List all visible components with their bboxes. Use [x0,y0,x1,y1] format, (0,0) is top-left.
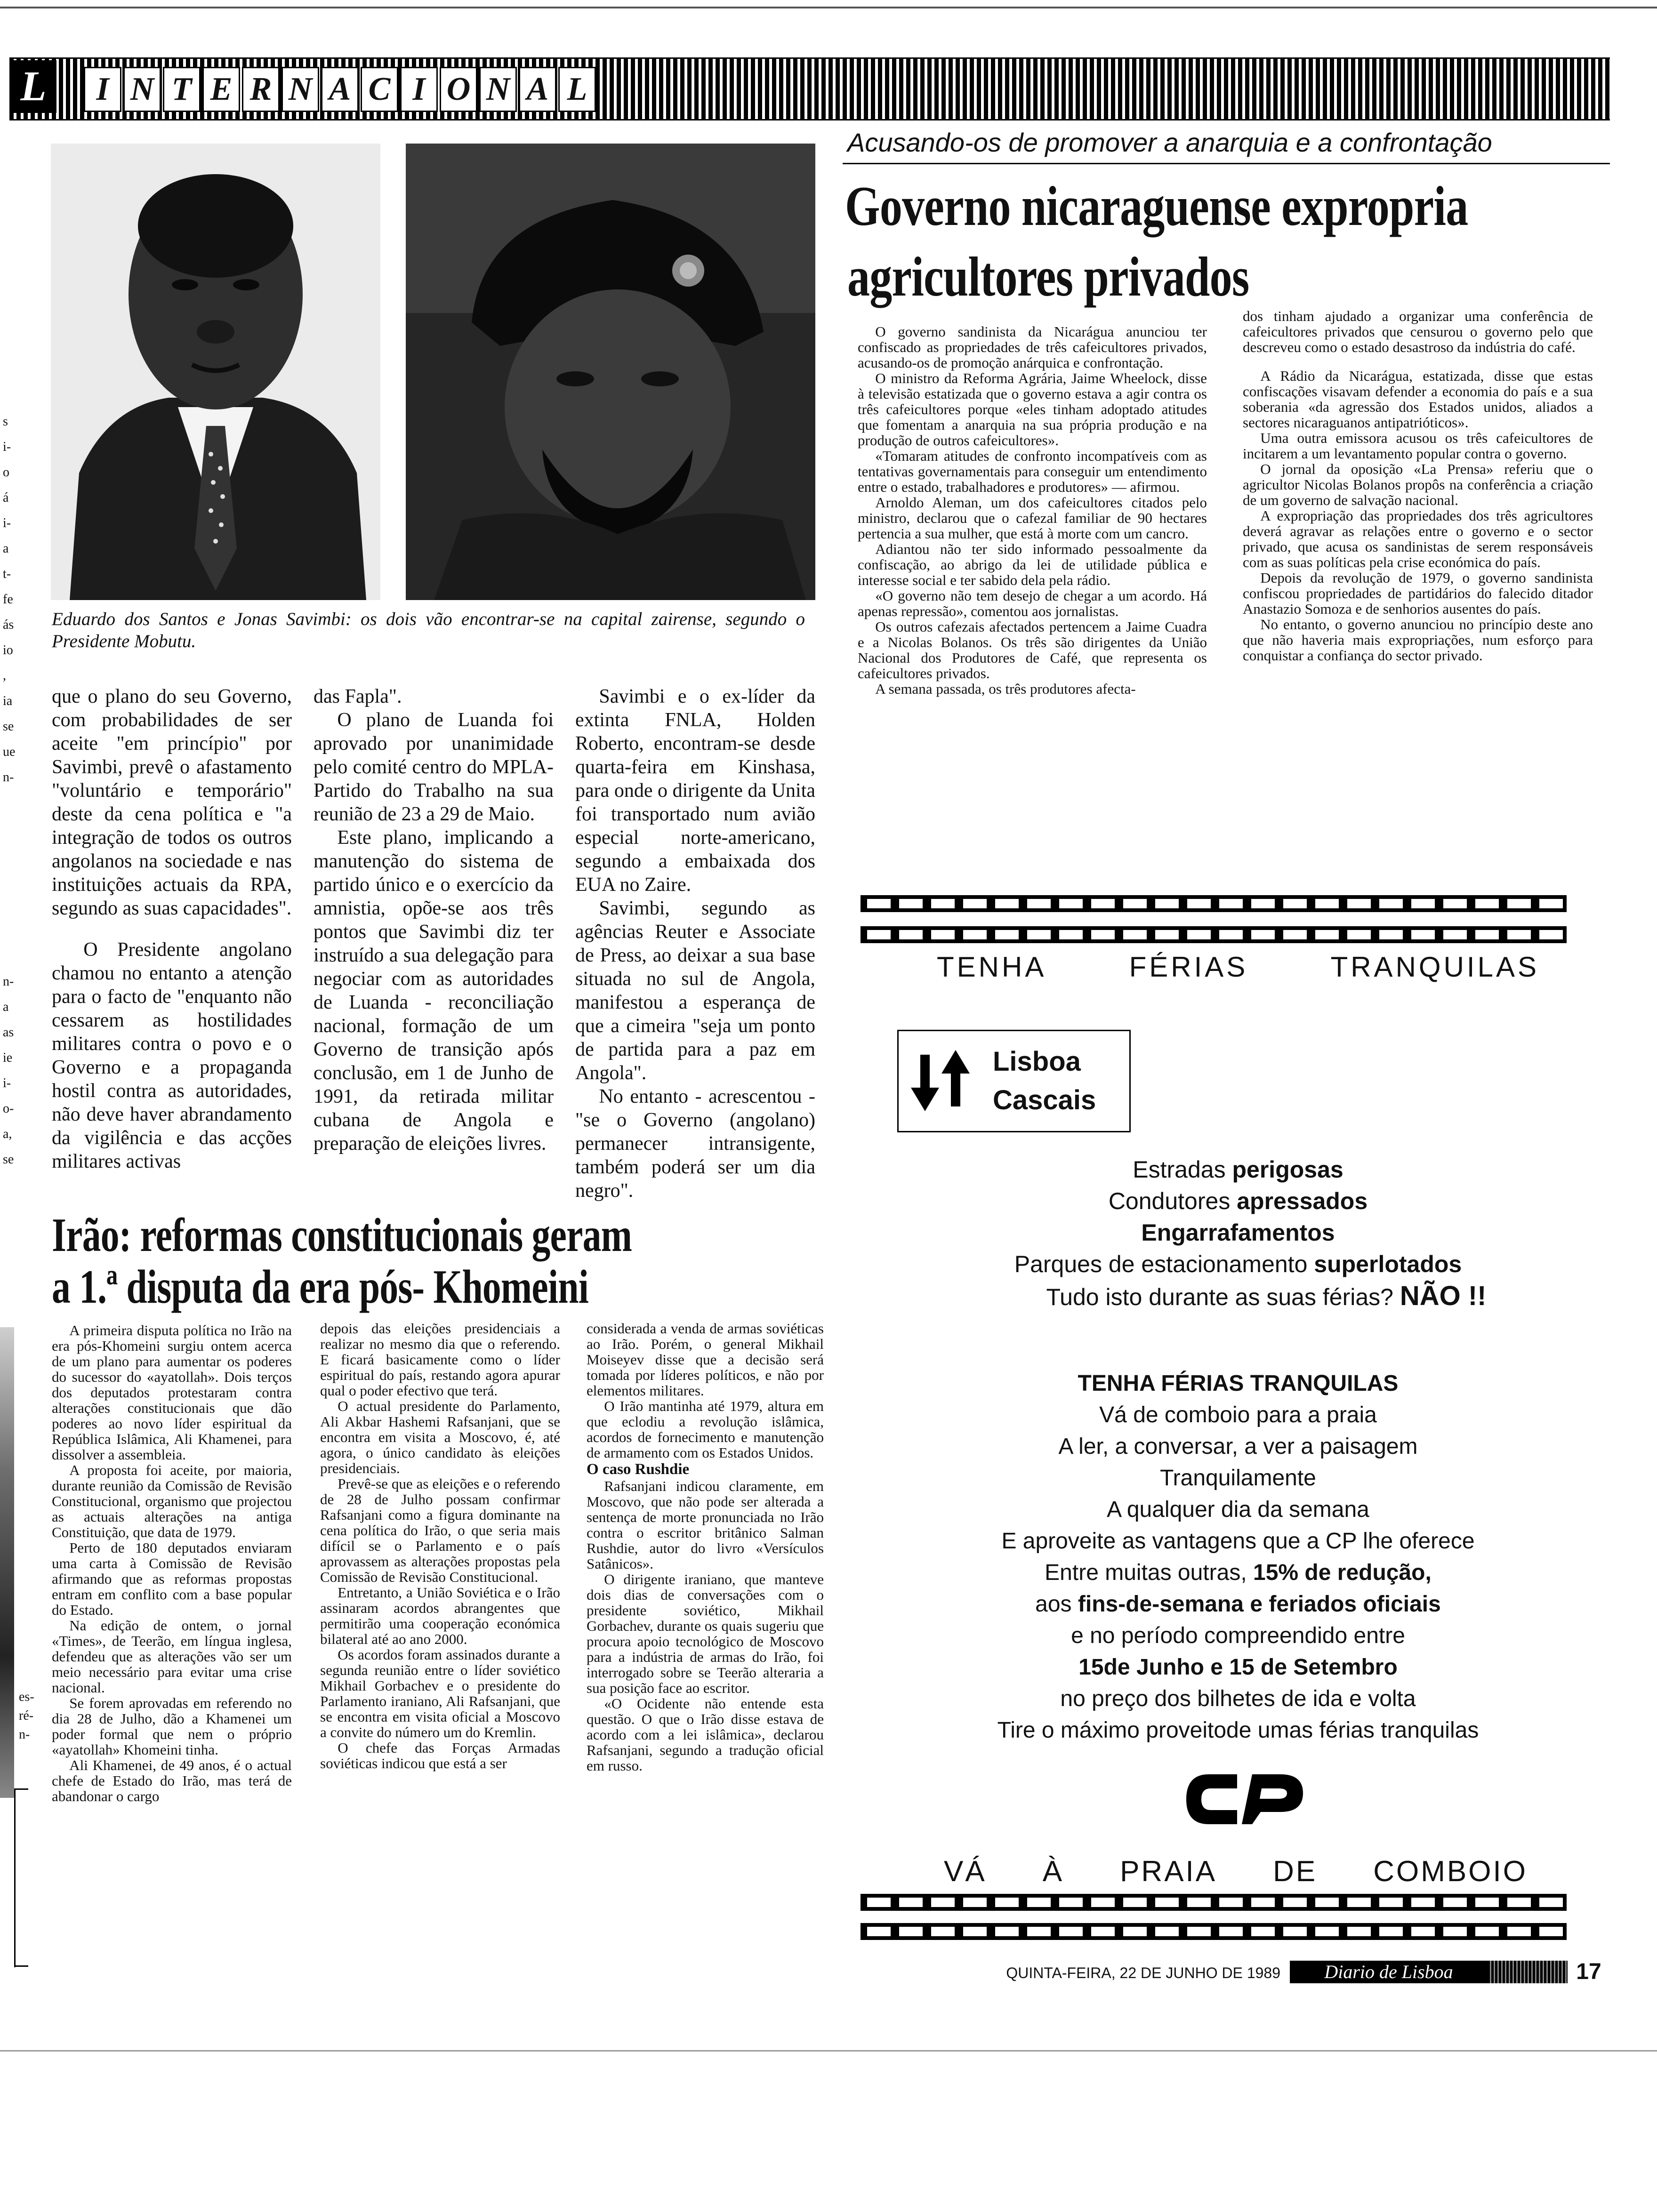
ad-line [894,1494,1582,1525]
footer-masthead-text: Diario de Lisboa [1324,1961,1453,1982]
ticker-square [1539,930,1563,939]
section-title-letter: C [361,67,398,112]
irao-paragraph: A proposta foi aceite, por maioria, durante reunião da Comissão de Revisão Constitucional, organismo que projectou as actuais alterações na antiga Constituição, que data de 1979. [52,1462,292,1540]
ticker-square [899,899,923,908]
ticker-square [1059,899,1083,908]
ticker-square [1059,1898,1083,1907]
ticker-square [867,1898,891,1907]
ad-route-box [897,1030,1131,1132]
irao-paragraph: «O Ocidente não entende esta questão. O que o Irão disse estava de acordo com a lei islâmica», declarou Rafsanjani, segundo a tradução oficial em russo. [587,1695,824,1774]
ticker-square [1091,930,1115,939]
ticker-square [1187,1927,1211,1936]
ad-text-bold: perigosas [1232,1156,1343,1183]
angola-column-3 [575,685,815,1202]
ad-route-to: Cascais [993,1085,1096,1115]
ticker-square [1091,899,1115,908]
ad-line [894,1249,1582,1280]
irao-column-2 [320,1321,560,1771]
irao-paragraph: A primeira disputa política no Irão na era pós-Khomeini surgiu ontem acerca de um plano para aumentar os poderes do sucessor do «ayatollah». Dois terços dos deputados protestaram contra alterações constitucionais que dão poderes ao novo líder espiritual da República Islâmica, Ali Khamenei, para dissolver a assembleia. [52,1322,292,1463]
ad-text: A qualquer dia da semana [1107,1497,1369,1522]
ticker-square [1027,1927,1051,1936]
ad-line [894,1715,1582,1746]
ticker-square [1443,1927,1467,1936]
ad-line [894,1154,1582,1186]
edge-box-line [14,1788,28,1790]
ad-top-slogan-word: TENHA [937,951,1047,983]
section-title-letter: T [163,67,201,112]
ticker-square [1411,1927,1435,1936]
ticker-square [1251,1927,1275,1936]
ticker-square [1155,1927,1179,1936]
angola-paragraph: O plano de Luanda foi aprovado por unanimidade pelo comité centro do MPLA-Partido do Trabalho na sua reunião de 23 a 29 de Maio. [314,709,554,825]
section-title-letter: N [123,67,161,112]
nicaragua-paragraph: Uma outra emissora acusou os três cafeicultores de incitarem a um levantamento popular contra o governo. [1243,429,1593,462]
irao-subhead: O caso Rushdie [587,1461,690,1478]
edge-fragment: i- [3,440,11,454]
edge-fragment: , [3,668,6,683]
ticker-square [963,899,987,908]
edge-fragment: ás [3,617,14,632]
nicaragua-headline-line-2 [847,244,1249,310]
ticker-square [1315,899,1339,908]
ticker-square [1091,1898,1115,1907]
edge-fragment: s [3,414,8,429]
nicaragua-paragraph: Arnoldo Aleman, um dos cafeicultores citados pelo ministro, declarou que o cafezal familiar de 90 hectares pertencia a sua mulher, que está à morte com um cancro. [858,494,1207,542]
ad-text-bold: 15de Junho e 15 de Setembro [1078,1655,1398,1680]
ticker-square [1507,899,1531,908]
section-title-letter: O [440,67,477,112]
ticker-square [1475,930,1499,939]
ticker-square [1379,899,1403,908]
top-rule [0,7,1657,8]
ad-text: Condutores [1108,1188,1237,1214]
ad-line [894,1683,1582,1715]
edge-fragment: a [3,541,9,556]
edge-fragment: n- [19,1727,30,1742]
ticker-square [1443,1898,1467,1907]
ad-route-from: Lisboa [993,1046,1081,1077]
irao-paragraph: Os acordos foram assinados durante a segunda reunião entre o líder soviético Mikhail Gorbachev e o presidente do Parlamento iraniano, Ali Rafsanjani, que se encontra em visita oficial a Moscovo a convite do número um do Kremlin. [320,1646,560,1740]
ad-line [894,1399,1582,1431]
irao-paragraph: O chefe das Forças Armadas soviéticas indicou que está a ser [320,1739,560,1771]
ad-text-bold: apressados [1237,1188,1368,1214]
nicaragua-paragraph: O ministro da Reforma Agrária, Jaime Wheelock, disse à televisão estatizada que o governo estava a agir contra os três cafeicultores porque «eles tinham adoptado atitudes que fomentam a anarquia na sua própria produção e na produção de outros cafeicultores». [858,370,1207,449]
irao-paragraph: Ali Khamenei, de 49 anos, é o actual chefe de Estado do Irão, mas terá de abandonar o cargo [52,1757,292,1804]
angola-paragraph: Savimbi, segundo as agências Reuter e Associate de Press, ao deixar a sua base situada no sul de Angola, manifestou a esperança de que a cimeira "seja um ponto de partida para a paz em Angola". [575,898,815,1084]
ticker-square [1443,899,1467,908]
nicaragua-paragraph: O governo sandinista da Nicarágua anunciou ter confiscado as propriedades de três cafeicultores privados, acusando-os de promoção anárquica e confrontação. [858,323,1207,371]
ticker-square [963,1927,987,1936]
ad-ticker-top-2 [861,926,1567,943]
nicaragua-paragraph: Adiantou não ter sido informado pessoalmente da confiscação, ao abrigo da lei de utilidade pública e interesse social e ter sabido dela pela rádio. [858,541,1207,588]
ticker-square [1155,899,1179,908]
nicaragua-paragraph: Depois da revolução de 1979, o governo sandinista confiscou propriedades de partidários do falecido ditador Anastazio Somoza e de senhorios ausentes do país. [1243,569,1593,617]
edge-fragment: o- [3,1101,14,1116]
ticker-square [1219,930,1243,939]
ticker-square [1283,899,1307,908]
irao-paragraph: Prevê-se que as eleições e o referendo de 28 de Julho possam confirmar Rafsanjani como a figura dominante na cena política do Irão, o que seria mais difícil se o Parlamento e o país aprovassem as alterações propostas pela Comissão de Revisão Constitucional. [320,1475,560,1585]
ad-text: Parques de estacionamento [1014,1251,1314,1277]
irao-paragraph: O actual presidente do Parlamento, Ali Akbar Hashemi Rafsanjani, que se encontra em visita a Moscovo, é, até agora, o único candidato às eleições presidenciais. [320,1398,560,1476]
section-title-letter: I [400,67,438,112]
nicaragua-paragraph: A expropriação das propriedades dos três agricultores deverá agravar as relações entre o governo e o sector privado, que acusa os sandinistas de serem responsáveis com as suas políticas pela crise económica do país. [1243,507,1593,570]
ad-bottom-slogan-word: PRAIA [1120,1855,1217,1888]
ad-bottom-slogan [944,1855,1528,1888]
irao-headline-1-text: Irão: reformas constitucionais geram [52,1209,632,1262]
ticker-square [1475,899,1499,908]
ad-text: aos [1035,1592,1078,1617]
irao-paragraph: Perto de 180 deputados enviaram uma carta à Comissão de Revisão afirmando que as reformas propostas entram em conflito com a base popular do Estado. [52,1539,292,1618]
two-way-arrows-icon [911,1050,972,1111]
ad-text: E aproveite as vantagens que a CP lhe oferece [1001,1529,1475,1554]
irao-headline-line-1 [52,1210,632,1261]
footer-date [989,1964,1280,1982]
ad-ticker-bottom-1 [861,1894,1567,1911]
angola-paragraph: O Presidente angolano chamou no entanto a atenção para o facto de "enquanto não cessarem as hostilidades militares contra o povo e o Governo e a propaganda hostil contra as autoridades, não deve haver abrandamento da vigilência e das acções militares activas [52,938,292,1172]
nicaragua-paragraph: «Tomaram atitudes de confronto incompatíveis com as tentativas governamentais para conseguir um entendimento entre o estado, trabalhadores e produtores» — afirmou. [858,448,1207,495]
nicaragua-paragraph: O jornal da oposição «La Prensa» referiu que o agricultor Nicolas Bolanos propôs na conferência a criação de um governo de salvação nacional. [1243,460,1593,508]
irao-paragraph: depois das eleições presidenciais a realizar no mesmo dia que o referendo. E ficará basicamente como o líder espiritual do país, restando agora apurar qual o poder efectivo que terá. [320,1320,560,1399]
angola-paragraph: que o plano do seu Governo, com probabilidades de ser aceite "em princípio" por Savimbi, prevê o afastamento "voluntário e temporário" deste da cena política e "a integração de todos os outros angolanos na sociedade e nas instituições actuais da RPA, segundo as suas capacidades". [52,686,292,919]
photo-caption [52,608,805,652]
ticker-square [1507,1927,1531,1936]
ticker-square [867,930,891,939]
ticker-square [1539,899,1563,908]
ad-line [894,1186,1582,1217]
irao-headline-line-2 [52,1261,588,1313]
ad-text: Tranquilamente [1160,1466,1316,1491]
ad-text-bold: NÃO !! [1400,1281,1487,1311]
edge-fragment: io [3,643,13,657]
ticker-square [1315,930,1339,939]
ticker-square [1347,1927,1371,1936]
nicaragua-paragraph: dos tinham ajudado a organizar uma conferência de cafeicultores privados que censurou o governo pelo que descreveu como o estado desastroso da indústria do café. [1243,308,1593,355]
edge-fragment: n- [3,974,14,989]
edge-fragment: fe [3,592,13,607]
irao-paragraph: Rafsanjani indicou claramente, em Moscovo, que não pode ser alterada a sentença de morte pronunciada no Irão contra o escritor britânico Salman Rushdie, autor do livro «Versículos Satânicos». [587,1478,824,1572]
ticker-square [1187,899,1211,908]
ticker-square [899,1898,923,1907]
edge-fragment: es- [19,1690,34,1704]
ticker-square [1411,930,1435,939]
ad-ticker-bottom-2 [861,1923,1567,1940]
irao-paragraph: O Irão mantinha até 1979, altura em que eclodiu a revolução islâmica, acordos de fornecimento e manutenção de armamento com os Estados Unidos. [587,1398,824,1461]
ticker-square [1219,1898,1243,1907]
footer-scan-rule [0,2050,1657,2052]
section-title-letter: E [202,67,240,112]
nicaragua-kicker [847,128,1610,157]
angola-paragraph: das Fapla". [314,686,402,707]
ad-line [894,1462,1582,1494]
ticker-square [1379,1927,1403,1936]
ticker-square [995,1898,1019,1907]
ad-line [894,1525,1582,1557]
ticker-square [1027,1898,1051,1907]
nicaragua-column-1 [858,324,1207,697]
ad-line [894,1588,1582,1620]
ad-line [894,1217,1582,1249]
edge-fragment: ie [3,1050,13,1065]
section-logo [10,60,56,113]
ticker-square [931,1898,955,1907]
ticker-square [1027,930,1051,939]
ad-text-bold: superlotados [1314,1251,1462,1277]
section-title-letter: R [242,67,280,112]
ticker-square [867,1927,891,1936]
ticker-square [1411,899,1435,908]
ticker-square [1283,1927,1307,1936]
nicaragua-paragraph: A Rádio da Nicarágua, estatizada, disse que estas confiscações visavam defender a economia do país e a sua soberania «da agressão dos Estados unidos, aliados a sectores nicaraguanos antipatrióticos». [1243,367,1593,431]
irao-paragraph: considerada a venda de armas soviéticas ao Irão. Porém, o general Mikhail Moiseyev disse que a decisão será tomada por líderes políticos, e não por elementos militares. [587,1320,824,1399]
ticker-square [1187,1898,1211,1907]
nicaragua-kicker-rule [843,163,1610,164]
ad-top-slogan-word: FÉRIAS [1129,951,1248,983]
section-title-letter: A [519,67,556,112]
ticker-square [1347,1898,1371,1907]
ticker-square [1251,899,1275,908]
photo-jonas-savimbi [406,144,815,600]
angola-column-1 [52,685,292,1173]
ad-bottom-slogan-word: DE [1273,1855,1318,1888]
angola-column-2 [314,685,554,1155]
photo-eduardo-dos-santos [51,144,380,600]
edge-fragment: o [3,465,9,480]
section-title-letter: L [558,67,596,112]
irao-column-3 [587,1321,824,1773]
nicaragua-paragraph: Os outros cafezais afectados pertencem a Jaime Cuadra e a Nicolas Bolanos. Os três são dirigentes da União Nacional dos Produtores de Café, que representa os cafeicultores privados. [858,618,1207,681]
edge-fragment: ue [3,745,16,759]
ticker-square [1507,1898,1531,1907]
nicaragua-kicker-text: Acusando-os de promover a anarquia e a confrontação [847,128,1492,157]
ticker-square [931,1927,955,1936]
angola-paragraph: Este plano, implicando a manutenção do sistema de partido único e o exercício da amnistia, opõe-se aos três pontos que Savimbi diz ter instruído a sua delegação para negociar com as autoridades de Luanda - reconciliação nacional, formação de um Governo de transição após conclusão, em 1 de Junho de 1991, da retirada militar cubana de Angola e preparação de eleições livres. [314,827,554,1154]
ad-text: Estradas [1133,1156,1232,1183]
ad-text: e no período compreendido entre [1071,1623,1405,1648]
ticker-square [867,899,891,908]
ticker-square [1443,930,1467,939]
ticker-square [995,1927,1019,1936]
edge-fragment: i- [3,1076,11,1090]
ad-top-slogan-word: TRANQUILAS [1330,951,1539,983]
ticker-square [1539,1927,1563,1936]
edge-fragment: n- [3,770,14,785]
ad-text: Vá de comboio para a praia [1099,1403,1377,1427]
ad-text-bold: 15% de redução, [1253,1560,1432,1585]
ad-line [894,1557,1582,1588]
ticker-square [899,1927,923,1936]
ad-text: Entre muitas outras, [1045,1560,1254,1585]
section-title-letter: N [479,67,517,112]
ticker-square [1091,1927,1115,1936]
edge-fragment: a [3,1000,9,1014]
footer-page-number-text: 17 [1576,1959,1601,1984]
ticker-square [1283,930,1307,939]
ticker-square [1155,1898,1179,1907]
ad-ticker-top-1 [861,895,1567,912]
ad-bottom-slogan-word: COMBOIO [1373,1855,1528,1888]
ad-line [894,1280,1582,1313]
nicaragua-headline-1-text: Governo nicaraguense expropria [845,175,1468,237]
ticker-square [1219,1927,1243,1936]
section-title-letter: A [321,67,359,112]
ticker-square [1027,899,1051,908]
nicaragua-paragraph: A semana passada, os três produtores afecta- [875,681,1136,697]
edge-box-line-bottom [14,1965,28,1967]
nicaragua-headline-2-text: agricultores privados [847,245,1249,308]
nicaragua-paragraph: «O governo não tem desejo de chegar a um acordo. Há apenas repressão», comentou aos jornalistas. [858,587,1207,619]
cp-logo [1182,1764,1309,1835]
ticker-square [1411,1898,1435,1907]
ticker-square [1059,1927,1083,1936]
ad-text: A ler, a conversar, a ver a paisagem [1058,1434,1418,1459]
irao-paragraph: Na edição de ontem, o jornal «Times», de Teerão, em língua inglesa, defendeu que as alterações vão ser um meio necessário para evitar uma crise nacional. [52,1617,292,1696]
ticker-square [899,930,923,939]
ad-heading [894,1368,1582,1399]
ticker-square [1379,1898,1403,1907]
ad-text-bold: fins-de-semana e feriados oficiais [1078,1592,1441,1617]
footer-date-text: QUINTA-FEIRA, 22 DE JUNHO DE 1989 [1006,1964,1280,1981]
portrait-dos-santos-image [51,144,380,600]
portrait-savimbi-image [406,144,815,600]
ad-line [894,1431,1582,1462]
ticker-square [1475,1898,1499,1907]
ticker-square [1123,899,1147,908]
ticker-square [1059,930,1083,939]
section-logo-letter: L [20,63,47,110]
edge-box-line-vertical [14,1788,16,1967]
ticker-square [1251,1898,1275,1907]
ad-offer-block [894,1368,1582,1746]
ticker-square [1283,1898,1307,1907]
ticker-square [931,899,955,908]
irao-paragraph: O dirigente iraniano, que manteve dois dias de conversações com o presidente soviético, Mikhail Gorbachev, durante os quais sugeriu que procura apoio tecnológico de Moscovo para a indústria de armas do Irão, foi interrogado sobre se Teerão alteraria a sua posição face ao escritor. [587,1571,824,1696]
edge-fragment: i- [3,516,11,530]
photo-caption-text: Eduardo dos Santos e Jonas Savimbi: os dois vão encontrar-se na capital zairense, segundo o Presidente Mobutu. [52,609,805,651]
ticker-square [1315,1927,1339,1936]
ticker-square [1123,930,1147,939]
edge-fragment: se [3,1152,14,1167]
section-title-letter: I [84,67,121,112]
ad-problems-block [894,1154,1582,1313]
ad-text: Tire o máximo proveitode umas férias tranquilas [997,1718,1479,1743]
nicaragua-column-2 [1243,308,1593,663]
edge-fragment: as [3,1025,14,1040]
ticker-square [1475,1927,1499,1936]
ticker-square [1187,930,1211,939]
ticker-square [963,1898,987,1907]
edge-image-strip [0,1327,14,1798]
ticker-square [995,899,1019,908]
footer-page-number [1568,1959,1610,1985]
ticker-square [995,930,1019,939]
nicaragua-paragraph: No entanto, o governo anunciou no princípio deste ano que não haveria mais expropriações, num esforço para conquistar a confiança do sector privado. [1243,616,1593,664]
nicaragua-headline-line-1 [845,173,1468,239]
ad-heading-text: TENHA FÉRIAS TRANQUILAS [1078,1371,1399,1396]
ad-bottom-slogan-word: À [1042,1855,1064,1888]
ticker-square [1347,930,1371,939]
footer-masthead [1290,1961,1488,1983]
irao-paragraph: Entretanto, a União Soviética e o Irão assinaram acordos abrangentes que permitirão uma cooperação económica bilateral até ao ano 2000. [320,1584,560,1647]
ad-line [894,1620,1582,1651]
edge-fragment: a, [3,1127,12,1141]
irao-column-1 [52,1322,292,1804]
ad-top-slogan [937,951,1539,984]
ticker-square [1379,930,1403,939]
ticker-square [1123,1898,1147,1907]
ticker-square [1123,1927,1147,1936]
ad-line [894,1651,1582,1683]
edge-fragment: ia [3,694,13,708]
edge-fragment: ré- [19,1708,34,1723]
ticker-square [1347,899,1371,908]
edge-fragment: se [3,719,14,734]
ad-text: Tudo isto durante as suas férias? [1046,1284,1400,1310]
angola-paragraph: No entanto - acrescentou - "se o Governo (angolano) permanecer intransigente, também poderá ser um dia negro". [575,1086,815,1202]
ticker-square [1507,930,1531,939]
ticker-square [1155,930,1179,939]
ticker-square [963,930,987,939]
ticker-square [1219,899,1243,908]
ad-text: no preço dos bilhetes de ida e volta [1060,1686,1416,1711]
edge-fragment: á [3,490,9,505]
edge-fragment: t- [3,567,11,581]
section-title-letter: N [282,67,319,112]
ticker-square [1539,1898,1563,1907]
ticker-square [931,930,955,939]
irao-paragraph: Se forem aprovadas em referendo no dia 28 de Julho, dão a Khamenei um poder formal que nem o próprio «ayatollah» Khomeini tinha. [52,1695,292,1758]
ad-bottom-slogan-word: VÁ [944,1855,987,1888]
ad-text-bold: Engarrafamentos [1141,1219,1335,1246]
irao-headline-2-text: a 1.ª disputa da era pós- Khomeini [52,1260,589,1314]
ticker-square [1251,930,1275,939]
angola-paragraph: Savimbi e o ex-líder da extinta FNLA, Holden Roberto, encontram-se desde quarta-feira em Kinshasa, para onde o dirigente da Unita foi transportado num avião especial norte-americano, segundo a embaixada dos EUA no Zaire. [575,686,815,896]
ticker-square [1315,1898,1339,1907]
